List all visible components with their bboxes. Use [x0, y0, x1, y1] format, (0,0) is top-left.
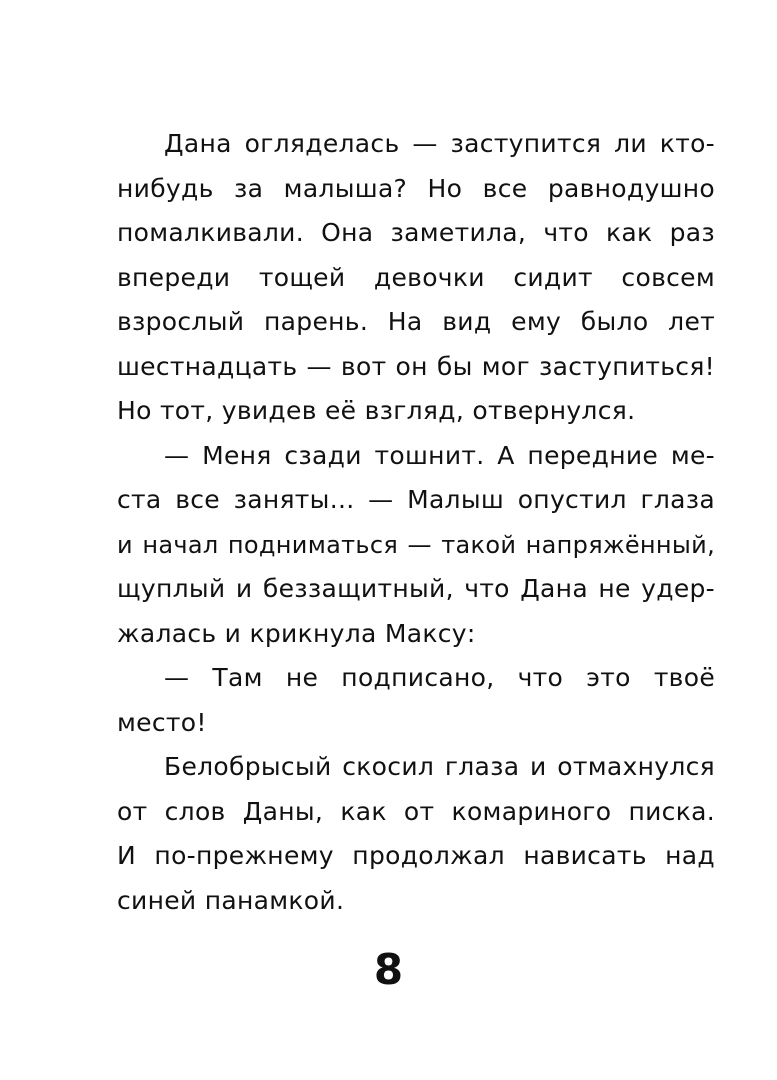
text-line: жалась и крикнула Максу:	[117, 618, 476, 648]
text-line: — Там не подписано, что это твоё	[164, 663, 715, 692]
text-line: взрослый парень. На вид ему было лет	[117, 307, 715, 336]
text-line: И по-прежнему продолжал нависать над	[117, 841, 715, 870]
text-line: ста все заняты... — Малыш опустил глаза	[117, 485, 715, 514]
page-number: 8	[373, 945, 404, 994]
text-line: Белобрысый скосил глаза и отмахнулся	[164, 752, 715, 781]
body-text	[117, 122, 715, 923]
text-line: впереди тощей девочки сидит совсем	[117, 262, 715, 292]
text-line: нибудь за малыша? Но все равнодушно	[117, 173, 715, 203]
text-line: и начал подниматься — такой напряжённый,	[117, 530, 715, 559]
text-line: помалкивали. Она заметила, что как раз	[117, 218, 715, 247]
text-line: щуплый и беззащитный, что Дана не удер-	[117, 574, 715, 603]
text-line: от слов Даны, как от комариного писка.	[117, 796, 715, 826]
text-line: Но тот, увидев её взгляд, отвернулся.	[117, 396, 636, 425]
text-line: место!	[117, 707, 207, 737]
text-line: Дана огляделась — заступится ли кто-	[164, 129, 715, 158]
text-line: — Меня сзади тошнит. А передние ме-	[164, 440, 715, 470]
text-line: синей панамкой.	[117, 885, 345, 915]
text-line: шестнадцать — вот он бы мог заступиться!	[117, 351, 715, 381]
